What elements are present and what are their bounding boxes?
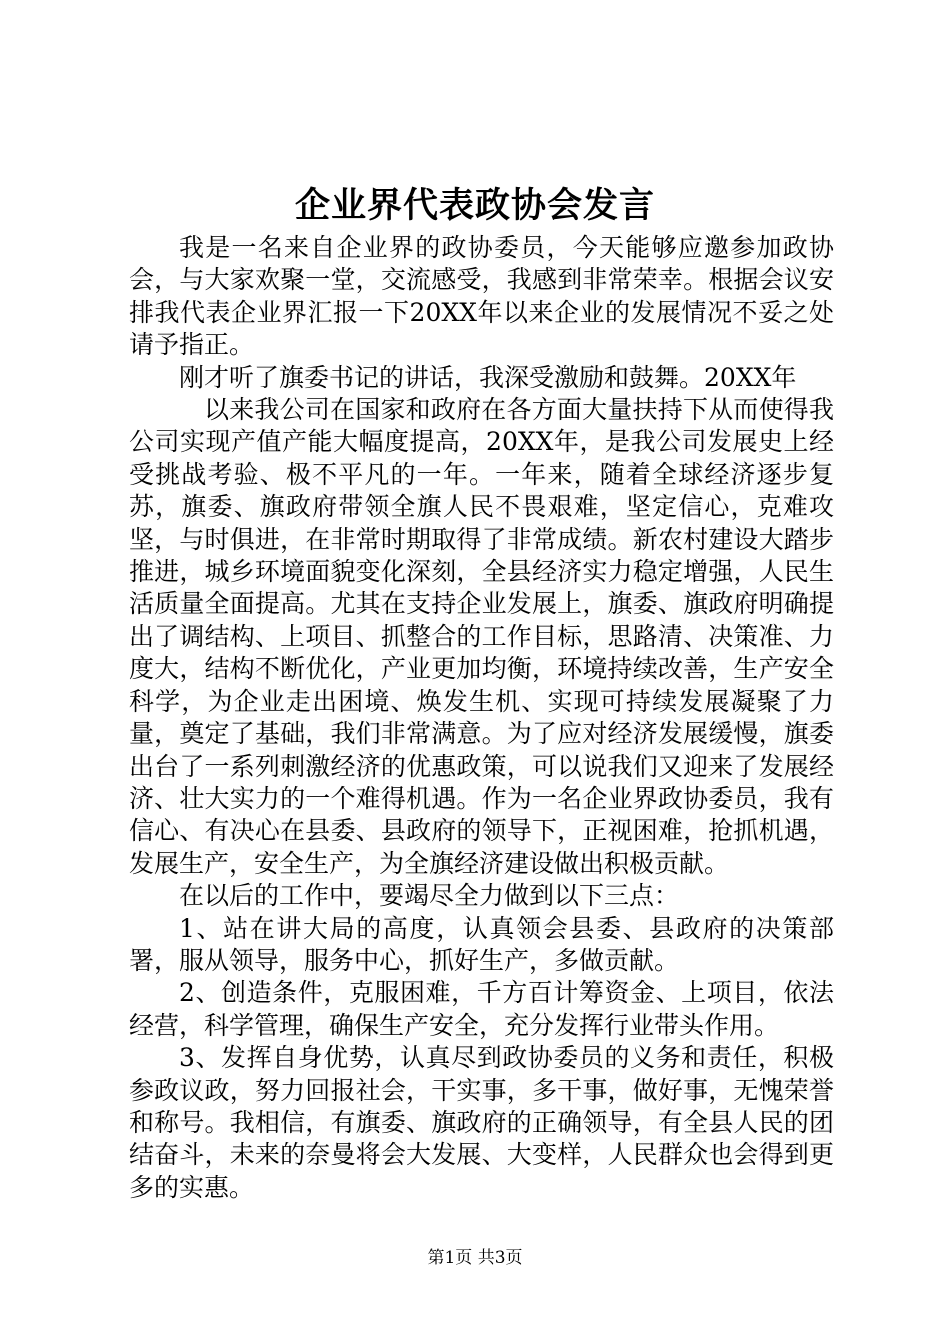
paragraph-intro: 我是一名来自企业界的政协委员，今天能够应邀参加政协会，与大家欢聚一堂，交流感受，我感到非常荣幸。根据会议安排我代表企业界汇报一下20XX年以来企业的发展情况不妥之处请予指正。 <box>129 233 834 360</box>
paragraph-point-3: 3、发挥自身优势，认真尽到政协委员的义务和责任，积极参政议政，努力回报社会，干实事，多干事，做好事，无愧荣誉和称号。我相信，有旗委、旗政府的正确领导，有全县人民的团结奋斗，未来的奈曼将会大发展、大变样，人民群众也会得到更多的实惠。 <box>129 1043 834 1202</box>
paragraph-three-points-intro: 在以后的工作中，要竭尽全力做到以下三点： <box>179 881 680 911</box>
paragraph-company-development: 以来我公司在国家和政府在各方面大量扶持下从而使得我公司实现产值产能大幅度提高，20XX年，是我公司发展史上经受挑战考验、极不平凡的一年。一年来，随着全球经济逐步复苏，旗委、旗政府带领全旗人民不畏艰难，坚定信心，克难攻坚，与时俱进，在非常时期取得了非常成绩。新农村建设大踏步推进，城乡环境面貌变化深刻，全县经济实力稳定增强，人民生活质量全面提高。尤其在支持企业发展上，旗委、旗政府明确提出了调结构、上项目、抓整合的工作目标，思路清、决策准、力度大，结构不断优化，产业更加均衡，环境持续改善，生产安全科学，为企业走出困境、焕发生机、实现可持续发展凝聚了力量，奠定了基础，我们非常满意。为了应对经济发展缓慢，旗委出台了一系列刺激经济的优惠政策，可以说我们又迎来了发展经济、壮大实力的一个难得机遇。作为一名企业界政协委员，我有信心、有决心在县委、县政府的领导下，正视困难，抢抓机遇，发展生产，安全生产，为全旗经济建设做出积极贡献。 <box>129 395 834 878</box>
page-number-footer: 第1页 共3页 <box>427 1248 523 1268</box>
paragraph-point-1: 1、站在讲大局的高度，认真领会县委、县政府的决策部署，服从领导，服务中心，抓好生产，多做贡献。 <box>129 913 834 975</box>
document-title: 企业界代表政协会发言 <box>294 185 655 226</box>
paragraph-point-2: 2、创造条件，克服困难，千方百计筹资金、上项目，依法经营，科学管理，确保生产安全，充分发挥行业带头作用。 <box>129 978 834 1040</box>
document-body <box>129 232 834 1204</box>
paragraph-speech-reaction: 刚才听了旗委书记的讲话，我深受激励和鼓舞。20XX年 <box>179 362 797 392</box>
